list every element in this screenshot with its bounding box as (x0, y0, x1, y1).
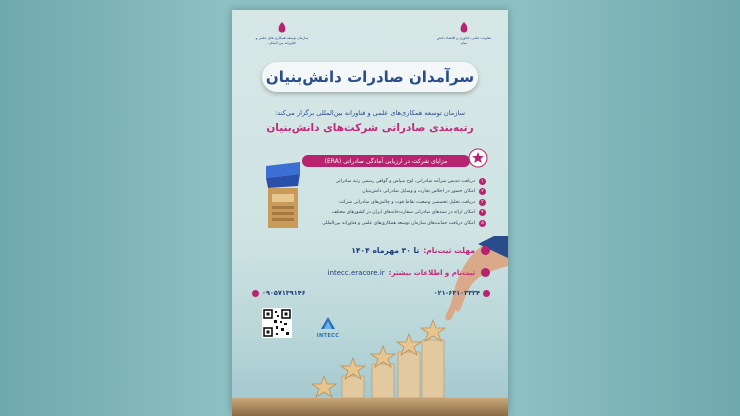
intecc-logo (310, 314, 346, 339)
list-item (302, 208, 486, 219)
phone-right-text[interactable]: ۰۲۱-۶۳۱۰۳۳۳۴ (433, 289, 480, 297)
phone-icon (252, 290, 259, 297)
register-row (252, 268, 490, 277)
benefit-text: امکان ارائه در سندهای صادراتی سفارت‌خانه‌های ایران در کشورهای مختلف (332, 210, 475, 216)
phones-row (252, 289, 490, 297)
emblem-icon (277, 22, 287, 34)
benefit-text: دریافت تندیس سرآمد صادراتی، لوح سپاس و گواهی رسمی رتبه صادراتی (335, 178, 475, 184)
globe-icon (481, 268, 490, 277)
intecc-brand-text: INTECC (316, 333, 340, 339)
poster (232, 10, 508, 416)
list-item (302, 218, 486, 229)
poster-subtitle: سازمان توسعه همکاری‌های علمی و فناورانه بین‌المللی برگزار می‌کند: (274, 109, 466, 117)
deadline-value: تا ۳۰ مهرماه ۱۴۰۴ (351, 246, 420, 255)
award-badge-icon (468, 148, 488, 168)
phone-icon (483, 290, 490, 297)
benefit-text: امکان حضور در اجلاس تجارت و وسایل صادراتی دانش‌بنیان (362, 189, 475, 195)
deadline-label: مهلت ثبت‌نام: (423, 246, 475, 255)
logo-left (254, 22, 310, 45)
poster-headline: رتبه‌بندی صادراتی شرکت‌های دانش‌بنیان (266, 122, 474, 134)
register-url[interactable]: intecc.eracore.ir (327, 268, 385, 277)
phone-left-text[interactable]: ۰۹۰۵۷۱۳۹۱۴۶ (262, 289, 306, 297)
phone-mobile (252, 289, 306, 297)
poster-title: سرآمدان صادرات دانش‌بنیان (262, 62, 478, 92)
phone-landline (434, 289, 490, 297)
deadline-row (252, 246, 490, 255)
era-label: مزایای شرکت در ارزیابی آمادگی صادراتی (ERA) (302, 155, 470, 167)
logo-left-text: سازمان توسعه همکاری های علمی و فناورانه بین المللی (255, 36, 309, 45)
register-label: ثبت‌نام و اطلاعات بیشتر: (388, 268, 475, 277)
logo-right (436, 22, 492, 45)
qr-code-icon[interactable] (262, 308, 292, 338)
intecc-mark-icon (321, 317, 335, 329)
benefit-text: امکان دریافت حمایت‌های سازمان توسعه همکاری‌های علمی و فناورانه بین‌المللی (322, 220, 475, 226)
list-item (302, 187, 486, 198)
benefits-list (302, 176, 486, 229)
emblem-icon (459, 22, 469, 34)
benefit-text: دریافت تحلیل تخصصی وضعیت نقاط قوت و چالش‌های صادراتی شرکت (339, 199, 475, 205)
logo-right-text: معاونت علمی، فناوری و اقتصاد دانش بنیان (436, 36, 492, 45)
bullet-icon: ۵ (479, 220, 486, 227)
bullet-icon: ۳ (479, 199, 486, 206)
calendar-icon (481, 246, 490, 255)
trophy-icon (260, 162, 304, 230)
list-item (302, 176, 486, 187)
bullet-icon: ۱ (479, 178, 486, 185)
bullet-icon: ۲ (479, 188, 486, 195)
bullet-icon: ۴ (479, 209, 486, 216)
list-item (302, 197, 486, 208)
